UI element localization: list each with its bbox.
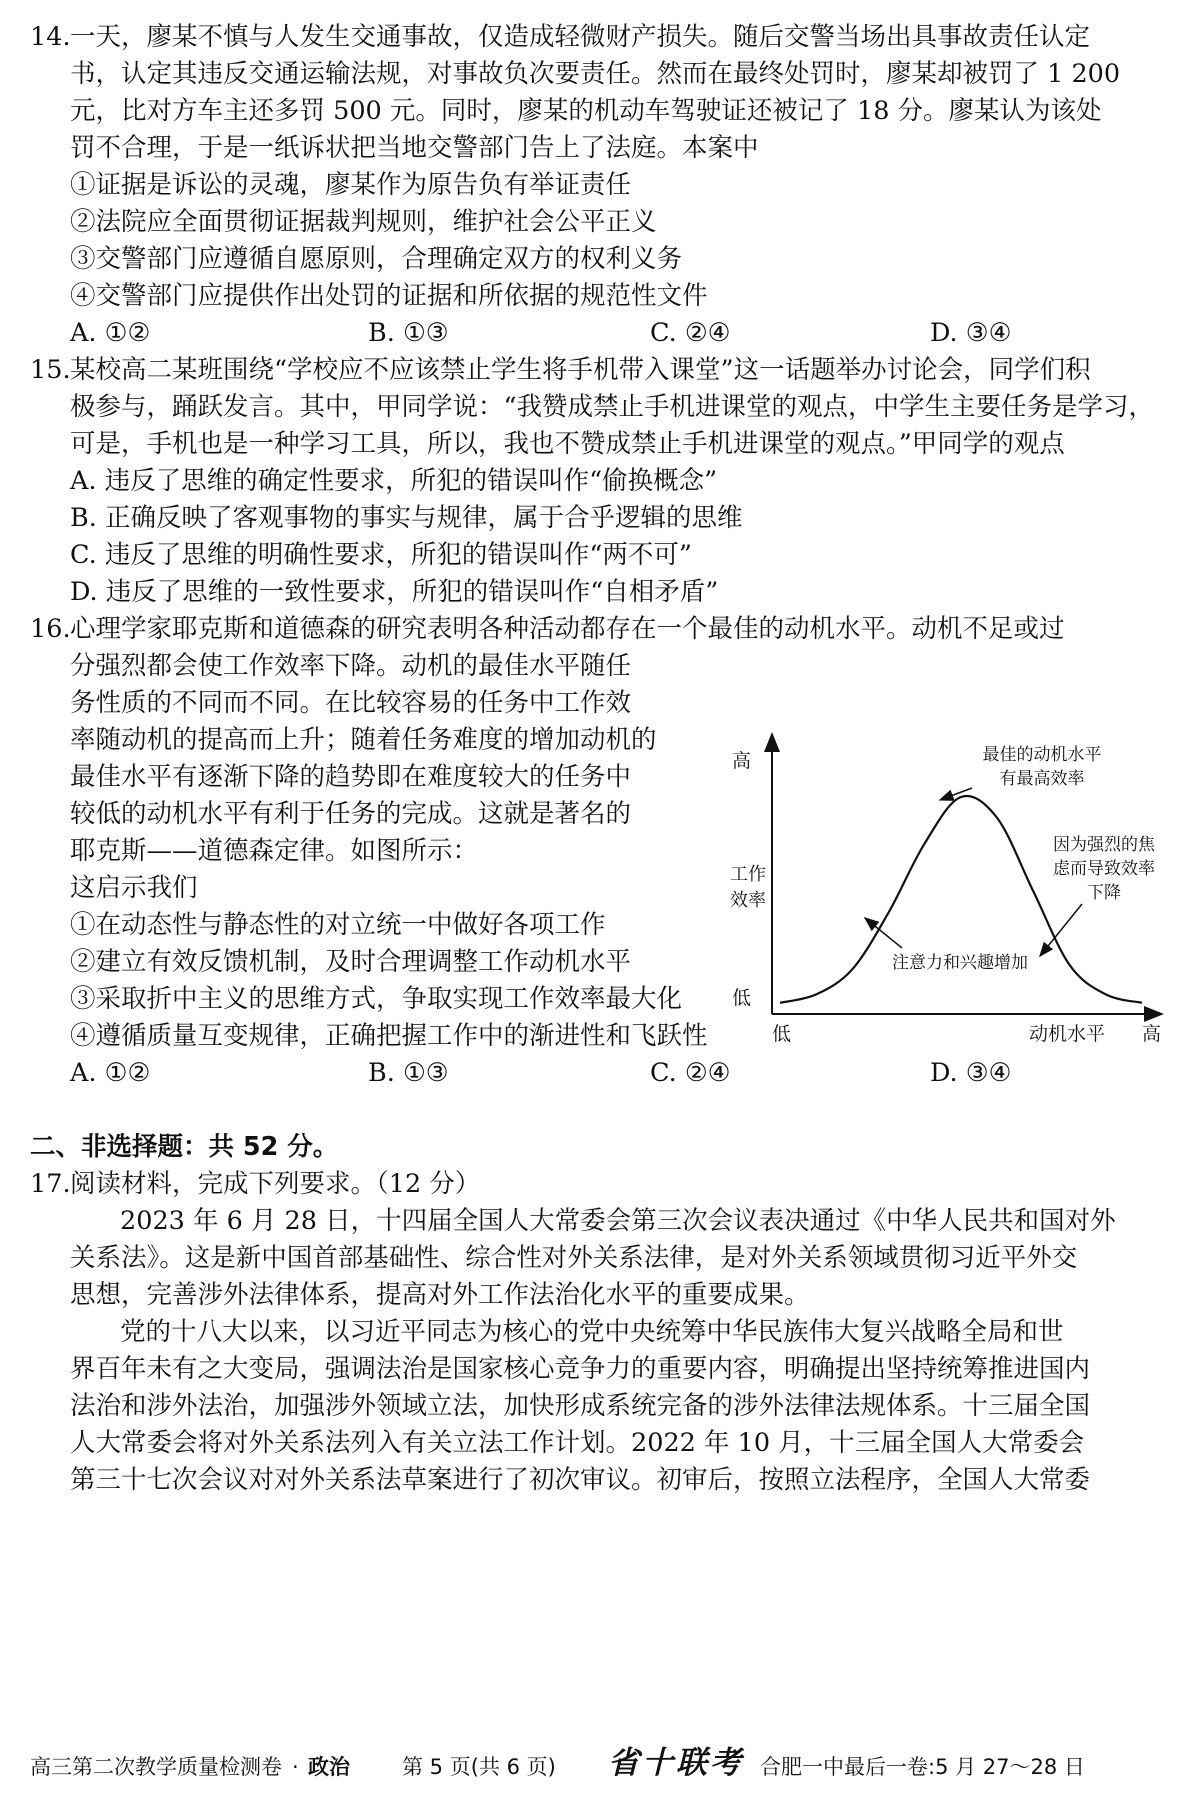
question-number: 17.	[30, 1169, 71, 1199]
material-paragraph-1-line: 2023 年 6 月 28 日，十四届全国人大常委会第三次会议表决通过《中华人民共和国对外	[120, 1206, 1116, 1236]
question-text-line: 耶克斯——道德森定律。如图所示：	[70, 836, 479, 866]
question-text-line: 极参与，踊跃发言。其中，甲同学说：“我赞成禁止手机进课堂的观点，中学生主要任务是学习，	[70, 392, 1155, 422]
statement: ④遵循质量互变规律，正确把握工作中的渐进性和飞跃性	[70, 1021, 708, 1051]
material-paragraph-2-line: 党的十八大以来，以习近平同志为核心的党中央统筹中华民族伟大复兴战略全局和世	[120, 1317, 1064, 1347]
question-text-line: 率随动机的提高而上升；随着任务难度的增加动机的	[70, 725, 657, 755]
decline-annotation-line-2: 虑而导致效率	[1053, 859, 1155, 879]
question-text-line: 务性质的不同而不同。在比较容易的任务中工作效	[70, 688, 632, 718]
footer-note: 合肥一中最后一卷:5 月 27～28 日	[760, 1755, 1085, 1779]
option-b: B. ①③	[368, 318, 449, 348]
question-text-line: 这启示我们	[70, 873, 198, 903]
page-number: 第 5 页(共 6 页)	[402, 1755, 556, 1779]
exam-title: 高三第二次教学质量检测卷	[30, 1755, 282, 1779]
statement: ②建立有效反馈机制，及时合理调整工作动机水平	[70, 947, 632, 977]
question-text-line: 最佳水平有逐渐下降的趋势即在难度较大的任务中	[70, 762, 632, 792]
statement: ③采取折中主义的思维方式，争取实现工作效率最大化	[70, 984, 683, 1014]
x-tick-label-low: 低	[772, 1023, 792, 1042]
yerkes-dodson-chart	[722, 722, 1172, 1042]
statement: ②法院应全面贯彻证据裁判规则，维护社会公平正义	[70, 207, 657, 237]
option-b: B. 正确反映了客观事物的事实与规律，属于合乎逻辑的思维	[70, 503, 743, 533]
question-text-line: 一天，廖某不慎与人发生交通事故，仅造成轻微财产损失。随后交警当场出具事故责任认定	[70, 22, 1091, 52]
y-axis-label-line-2: 效率	[730, 890, 766, 911]
y-axis-label-line-1: 工作	[730, 864, 766, 885]
option-a: A. ①②	[70, 1058, 151, 1088]
question-text-line: 书，认定其违反交通运输法规，对事故负次要责任。然而在最终处罚时，廖某却被罚了 1 200	[70, 59, 1121, 89]
question-text-line: 元，比对方车主还多罚 500 元。同时，廖某的机动车驾驶证还被记了 18 分。廖某认为该处	[70, 96, 1102, 126]
statement: ①在动态性与静态性的对立统一中做好各项工作	[70, 910, 606, 940]
material-paragraph-2-line: 人大常委会将对外关系法列入有关立法工作计划。2022 年 10 月，十三届全国人大常委会	[70, 1428, 1085, 1458]
option-c: C. ②④	[650, 318, 731, 348]
question-number: 15.	[30, 355, 71, 385]
material-paragraph-1-line: 思想，完善涉外法律体系，提高对外工作法治化水平的重要成果。	[70, 1280, 810, 1310]
x-tick-label-high: 高	[1142, 1023, 1162, 1042]
question-text-line: 较低的动机水平有利于任务的完成。这就是著名的	[70, 799, 632, 829]
option-a: A. 违反了思维的确定性要求，所犯的错误叫作“偷换概念”	[70, 466, 718, 496]
option-c: C. 违反了思维的明确性要求，所犯的错误叫作“两不可”	[70, 540, 692, 570]
material-paragraph-2-line: 界百年未有之大变局，强调法治是国家核心竞争力的重要内容，明确提出坚持统筹推进国内	[70, 1354, 1091, 1384]
question-prompt: 阅读材料，完成下列要求。（12 分）	[70, 1169, 481, 1199]
option-b: B. ①③	[368, 1058, 449, 1088]
material-paragraph-1-line: 关系法》。这是新中国首部基础性、综合性对外关系法律，是对外关系领域贯彻习近平外交	[70, 1243, 1078, 1273]
decline-annotation-line-3: 下降	[1087, 883, 1121, 903]
statement: ④交警部门应提供作出处罚的证据和所依据的规范性文件	[70, 281, 708, 311]
material-paragraph-2-line: 第三十七次会议对对外关系法草案进行了初次审议。初审后，按照立法程序，全国人大常委	[70, 1465, 1091, 1495]
option-d: D. 违反了思维的一致性要求，所犯的错误叫作“自相矛盾”	[70, 577, 719, 607]
question-text-line: 心理学家耶克斯和道德森的研究表明各种活动都存在一个最佳的动机水平。动机不足或过	[70, 614, 1065, 644]
subject-label: 政治	[308, 1755, 350, 1779]
statement: ③交警部门应遵循自愿原则，合理确定双方的权利义务	[70, 244, 683, 274]
footer-separator: ·	[292, 1755, 299, 1779]
question-text-line: 可是，手机也是一种学习工具，所以，我也不赞成禁止手机进课堂的观点。”甲同学的观点	[70, 429, 1065, 459]
peak-annotation-arrow	[940, 788, 972, 800]
question-text-line: 分强烈都会使工作效率下降。动机的最佳水平随任	[70, 651, 632, 681]
question-text-line: 某校高二某班围绕“学校应不应该禁止学生将手机带入课堂”这一话题举办讨论会，同学们积	[70, 355, 1091, 385]
y-tick-label-high: 高	[732, 750, 752, 772]
option-d: D. ③④	[930, 1058, 1012, 1088]
option-d: D. ③④	[930, 318, 1012, 348]
decline-annotation-line-1: 因为强烈的焦	[1053, 835, 1155, 855]
option-c: C. ②④	[650, 1058, 731, 1088]
peak-annotation-line-2: 有最高效率	[999, 769, 1085, 789]
section-heading: 二、非选择题：共 52 分。	[30, 1132, 339, 1162]
exam-logo: 省十联考	[608, 1745, 744, 1781]
question-text-line: 罚不合理，于是一纸诉状把当地交警部门告上了法庭。本案中	[70, 133, 759, 163]
option-a: A. ①②	[70, 318, 151, 348]
statement: ①证据是诉讼的灵魂，廖某作为原告负有举证责任	[70, 170, 632, 200]
question-number: 14.	[30, 22, 71, 52]
interest-annotation: 注意力和兴趣增加	[892, 953, 1028, 973]
question-number: 16.	[30, 614, 71, 644]
y-tick-label-low: 低	[732, 987, 752, 1009]
material-paragraph-2-line: 法治和涉外法治，加强涉外领域立法，加快形成系统完备的涉外法律法规体系。十三届全国	[70, 1391, 1091, 1421]
peak-annotation-line-1: 最佳的动机水平	[982, 745, 1102, 765]
x-axis-label: 动机水平	[1028, 1023, 1106, 1042]
